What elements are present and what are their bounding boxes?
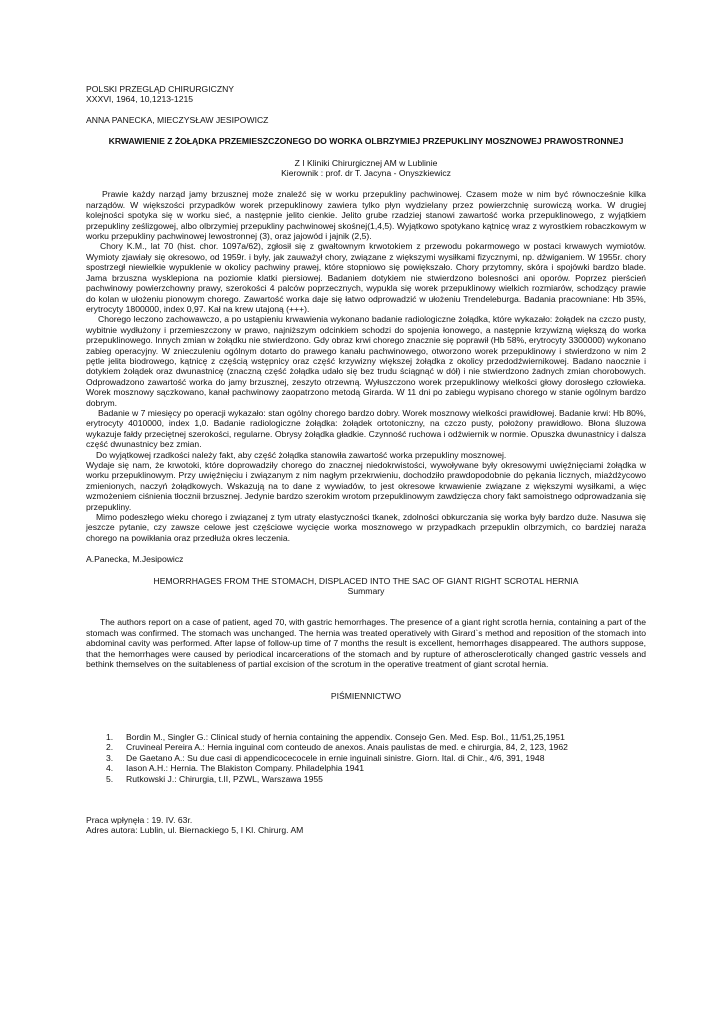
received-date: Praca wpłynęła : 19. IV. 63r. (86, 814, 193, 825)
reference-number: 5. (106, 773, 114, 784)
reference-text: De Gaetano A.: Su due casi di appendicocecocele in ernie inguinali sinistre. Giorn. Ital. di Chir., 4/6, 391, 1948 (126, 752, 545, 763)
body-paragraph: Wydaje się nam, że krwotoki, które doprowadziły chorego do znacznej niedokrwistości, wywoływane były okresowymi uwięźnięciami żołądka w worku przepuklinowym. Przy uwięźnięciu i związanym z nim nagłym przekrwieniu, dochodziło prawdopodobnie do pękania licznych, miażdżycowo zmienionych, naczyń żołądkowych. Wskazują na to dane z wywiadów, to jest okresowe krwawienie związane z większymi wysiłkami, a więc wzmożeniem ciśnienia tłocznii brzusznej. Jedynie bardzo szerokim wrotom przepuklinowym zawdzięcza chory fakt samoistnego odprowadzania się przepukliny. (86, 460, 646, 512)
journal-volume: XXXVI, 1964, 10,1213-1215 (86, 94, 194, 105)
reference-text: Cruvineal Pereira A.: Hernia inguinal com conteudo de anexos. Anais paulistas de med. e chirurgia, 84, 2, 123, 1962 (126, 742, 568, 753)
head-of-clinic: Kierownik : prof. dr T. Jacyna - Onyszkiewicz (281, 168, 451, 179)
reference-text: Rutkowski J.: Chirurgia, t.II, PZWL, Warszawa 1955 (126, 773, 323, 784)
reference-number: 4. (106, 763, 114, 774)
body-paragraph: Mimo podeszłego wieku chorego i związanej z tym utraty elastyczności tkanek, zdolności obkurczania się worka były bardzo duże. Nasuwa się jeszcze pytanie, czy zawsze celowe jest częściowe wycięcie worka mosznowego w przypadkach przepuklin olbrzymich, co bardziej naraża chorego na powikłania oraz przedłuża okres leczenia. (86, 512, 646, 543)
body-paragraph: Chorego leczono zachowawczo, a po ustąpieniu krwawienia wykonano badanie radiologiczne żołądka, które wykazało: żołądek na czczo pusty, wybitnie wydłużony i przemieszczony w prawo, najniższym odcinkiem schodzi do spojenia łonowego, a następnie krzywizną większą do worka przepuklinowego. Innych zmian w żołądku nie stwierdzono. Gdy obraz krwi chorego znacznie się poprawił (Hb 58%, erytrocyty 3300000) wykonano zabieg operacyjny. W znieczuleniu ogólnym dotarto do prawego kanału pachwinowego, otworzono worek przepuklinowy i stwierdzono w nim 2 pętle jelita biodrowego, kątnicę z częścią wstępnicy oraz część krzywizny większej żołądka z okolicy przedodźwiernikowej. Badano naocznie i dotykiem żołądek oraz dwunastnicę (znaczną część żołądka udało się bez trudu ściągnąć w dół) i nie stwierdzono żadnych zmian chorobowych. Odprowadzono zawartość worka do jamy brzusznej, zeszyto otrzewną. Wyłuszczono worek przepuklinowy wielkości głowy dorosłego człowieka. Worek mosznowy sączkowano, kanał pachwinowy zaopatrzono metodą Girarda. W 11 dni po zabiegu wypisano chorego w stanie ogólnym bardzo dobrym. (86, 314, 646, 408)
authors: ANNA PANECKA, MIECZYSŁAW JESIPOWICZ (86, 114, 269, 125)
journal-name: POLSKI PRZEGLĄD CHIRURGICZNY (86, 84, 235, 94)
reference-text: Iason A.H.: Hernia. The Blakiston Company. Philadelphia 1941 (126, 763, 365, 774)
body-paragraph: Do wyjątkowej rzadkości należy fakt, aby część żołądka stanowiła zawartość worka przepukliny mosznowej. (96, 449, 507, 460)
references-heading: PIŚMIENNICTWO (330, 690, 402, 701)
reference-item (86, 753, 646, 763)
document-page (86, 84, 646, 836)
reference-item (86, 763, 646, 773)
article-title-english: HEMORRHAGES FROM THE STOMACH, DISPLACED INTO THE SAC OF GIANT RIGHT SCROTAL HERNIA (153, 575, 579, 586)
reference-number: 3. (106, 752, 114, 763)
article-body (86, 189, 646, 543)
body-paragraph: Chory K.M., lat 70 (hist. chor. 1097a/62), zgłosił się z gwałtownym krwotokiem z przewodu pokarmowego w postaci krwawych wymiotów. Wymioty zjawiały się okresowo, od 1959r. i były, jak zauważył chory, związane z większymi wysiłkami fizycznymi, np. dźwiganiem. W 1955r. chory spostrzegł niewielkie wypuklenie w okolicy pachwiny prawej, które stopniowo się powiększało. Chory przytomny, skóra i spojówki bardzo blade. Jama brzuszna wysklepiona na poziomie klatki piersiowej. Badaniem dotykiem nie stwierdzono bolesności ani oporów. Poprzez pierścień pachwinowy powierzchowny prawy, szerokości 4 palców poprzecznych, wypukla się worek przepuklinowy wielkich rozmiarów, schodzący prawie do kolan w ułożeniu pionowym chorego. Zawartość worka daje się łatwo odprowadzić w ułożeniu Trendeleburga. Badania pracowniane: Hb 35%, erytrocyty 1800000, index 0,97. Kał na krew utajoną (+++). (86, 241, 646, 314)
author-address: Adres autora: Lublin, ul. Biernackiego 5, I Kl. Chirurg. AM (86, 825, 304, 836)
reference-number: 1. (106, 731, 114, 742)
summary-heading: Summary (347, 586, 385, 597)
reference-item (86, 732, 646, 742)
reference-number: 2. (106, 742, 114, 753)
references-list (86, 732, 646, 784)
reference-text: Bordin M., Singler G.: Clinical study of hernia containing the appendix. Consejo Gen. Med. Esp. Bol., 11/51,25,1951 (126, 731, 565, 742)
summary-text: The authors report on a case of patient, aged 70, with gastric hemorrhages. The presence of a giant right scrotla hernia, containing a part of the stomach was confirmed. The stomach was unchanged. The hernia was treated operatively with Girard`s method and reposition of the stomach into abdominal cavity was performed. After lapse of follow-up time of 7 months the result is excellent, hemorrhages disappeared. The authors suppose, that the hemorrhages were caused by periodical incarcerations of the stomach and by rupture of atherosclerotically changed gastric vessels and bethink themselves on the suitableness of partial excision of the scrotum in the operative treatment of giant scrotal hernia. (86, 617, 646, 670)
summary-section (86, 617, 646, 669)
clinic-affiliation: Z I Kliniki Chirurgicznej AM w Lublinie (294, 157, 438, 168)
body-paragraph: Badanie w 7 miesięcy po operacji wykazało: stan ogólny chorego bardzo dobry. Worek mosznowy wielkości prawidłowej. Badanie krwi: Hb 80%, erytrocyty 4010000, index 1,0. Badanie radiologiczne żołądka: żołądek ortotoniczny, na czczo pusty, położony prawidłowo. Błona śluzowa wykazuje fałdy przeciętnej szerokości, regularne. Obrysy żołądka gładkie. Czynność ruchowa i odźwiernik w normie. Opuszka dwunastnicy i dalsza część dwunastnicy bez zmian. (86, 407, 646, 450)
reference-item (86, 742, 646, 752)
article-title-polish: KRWAWIENIE Z ŻOŁĄDKA PRZEMIESZCZONEGO DO WORKA OLBRZYMIEJ PRZEPUKLINY MOSZNOWEJ PRAWOSTRONNEJ (108, 136, 624, 147)
body-paragraph: Prawie każdy narząd jamy brzusznej może znaleźć się w worku przepukliny pachwinowej. Czasem może w nim być równocześnie kilka narządów. W większości przypadków worek przepuklinowy zawiera tylko płyn wydzielany przez powierzchnię surowiczą worka. W drugiej kolejności spotyka się w worku sieć, a następnie jelito cienkie. Jelito grube rzadziej stanowi zawartość worka przepuklinowego, z wyjątkiem przepukliny ześlizgowej, albo olbrzymiej przepukliny pachwinowej skośnej(1,4,5). Wyjątkowo spotykano kątnicę wraz z wyrostkiem robaczkowym w worku przepukliny pachwinowej lewostronnej (3), oraz jajowód i jajnik (2,5). (86, 189, 646, 242)
signature: A.Panecka, M.Jesipowicz (86, 554, 184, 565)
reference-item (86, 774, 646, 784)
